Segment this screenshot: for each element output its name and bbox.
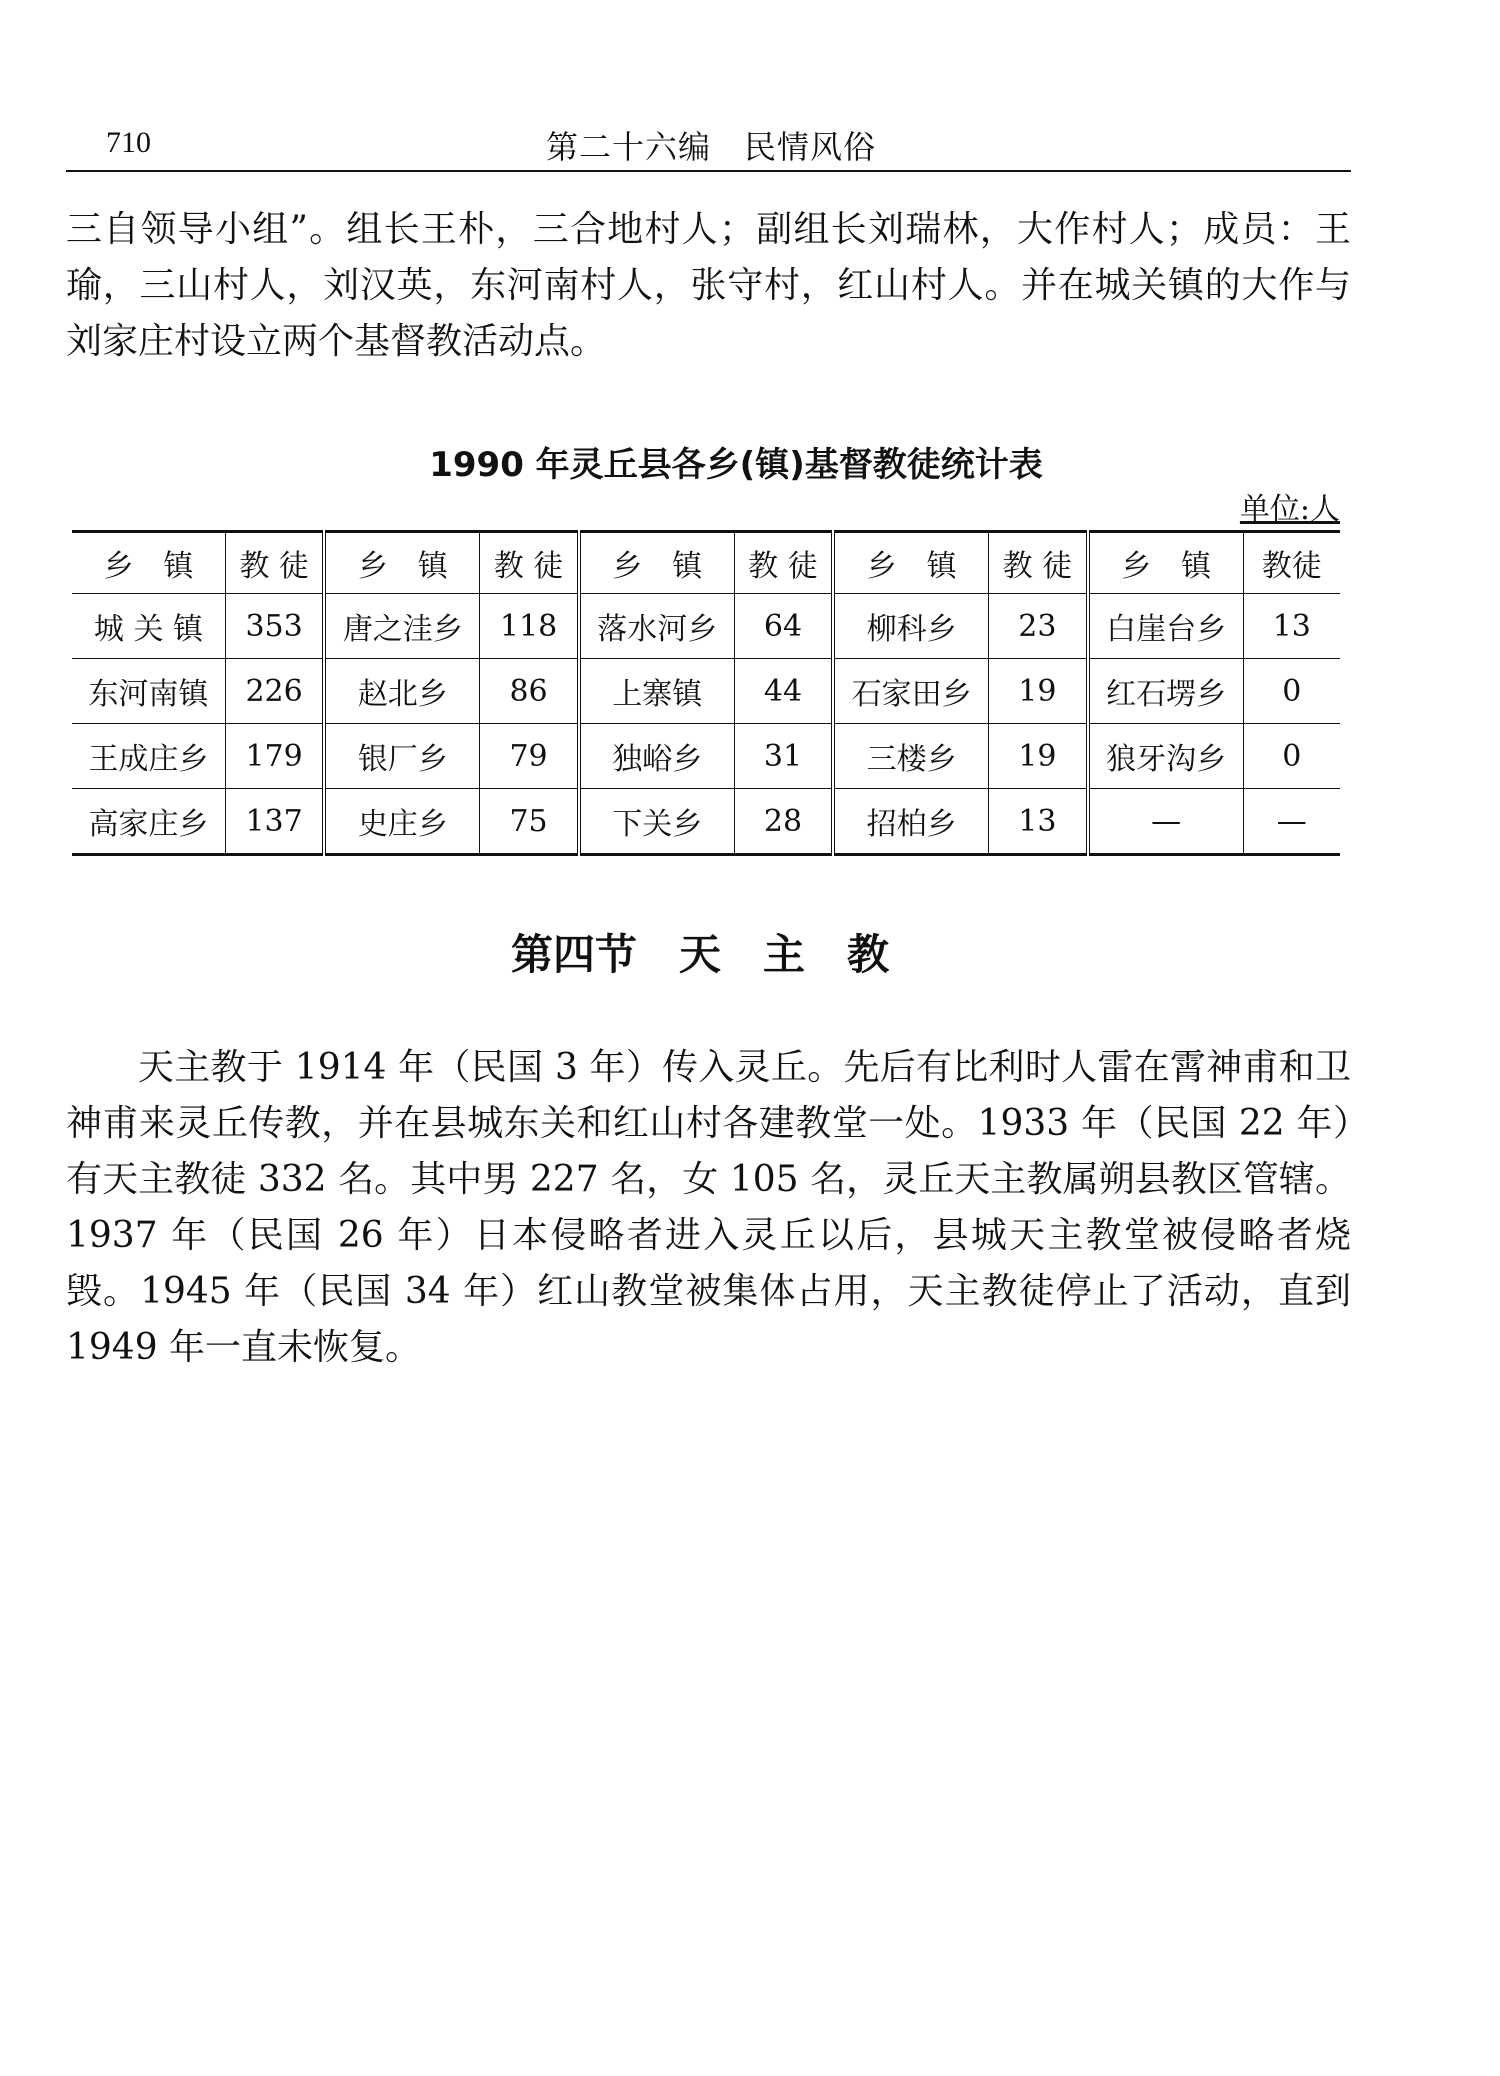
section-heading: 第四节 天 主 教 — [510, 930, 889, 979]
running-head — [66, 112, 1351, 172]
page-number: 710 — [106, 126, 151, 159]
township-cell: 高家庄乡 — [88, 807, 209, 842]
count-cell: 179 — [225, 724, 324, 789]
township-cell: 招柏乡 — [833, 789, 988, 855]
township-cell: 三楼乡 — [833, 724, 988, 789]
count-cell: 19 — [989, 724, 1088, 789]
table-title: 1990 年灵丘县各乡(镇)基督教徒统计表 — [429, 445, 1043, 485]
township-cell: 下关乡 — [579, 789, 734, 855]
township-cell: — — [1088, 789, 1243, 855]
count-cell: 75 — [480, 789, 579, 855]
count-cell: 44 — [734, 659, 833, 724]
table-unit: 单位:人 — [1239, 492, 1340, 527]
christian-statistics-table — [72, 530, 1340, 856]
column-header: 乡 镇 — [579, 532, 734, 594]
column-header: 教 徒 — [225, 532, 324, 594]
table-row — [72, 659, 1340, 724]
column-header: 乡 镇 — [324, 532, 479, 594]
column-header: 乡 镇 — [833, 532, 988, 594]
count-cell: 0 — [1243, 659, 1340, 724]
township-cell: 红石塄乡 — [1088, 659, 1243, 724]
count-cell: 353 — [225, 594, 324, 659]
township-cell: 银厂乡 — [324, 724, 479, 789]
count-cell: 79 — [480, 724, 579, 789]
township-cell: 唐之洼乡 — [324, 594, 479, 659]
count-cell: 137 — [225, 789, 324, 855]
township-cell: 王成庄乡 — [72, 724, 225, 789]
count-cell: 226 — [225, 659, 324, 724]
township-cell: 落水河乡 — [579, 594, 734, 659]
count-cell: 64 — [734, 594, 833, 659]
column-header: 教 徒 — [480, 532, 579, 594]
township-cell: 城 关 镇 — [72, 594, 225, 659]
table-header-row — [72, 532, 1340, 594]
table-row — [72, 789, 1340, 855]
count-cell: 86 — [480, 659, 579, 724]
column-header: 教徒 — [1243, 532, 1340, 594]
count-cell: 13 — [1243, 594, 1340, 659]
column-header: 教 徒 — [989, 532, 1088, 594]
count-cell: 118 — [480, 594, 579, 659]
table-row — [72, 724, 1340, 789]
catholic-paragraph: 天主教于 1914 年（民国 3 年）传入灵丘。先后有比利时人雷在霄神甫和卫神甫来灵丘传教，并在县城东关和红山村各建教堂一处。1933 年（民国 22 年）有天主教徒 332 名。其中男 227 名，女 105 名，灵丘天主教属朔县教区管辖。1937 年（民国 26 年）日本侵略者进入灵丘以后，县城天主教堂被侵略者烧毁。1945 年（民国 34 年）红山教堂被集体占用，天主教徒停止了活动，直到 1949 年一直未恢复。 — [66, 1047, 1351, 1368]
township-cell: 上寨镇 — [579, 659, 734, 724]
column-header: 乡 镇 — [72, 532, 225, 594]
count-cell: 13 — [989, 789, 1088, 855]
township-cell: 石家田乡 — [833, 659, 988, 724]
township-cell: 狼牙沟乡 — [1088, 724, 1243, 789]
statistics-table-block — [72, 440, 1340, 856]
count-cell: 19 — [989, 659, 1088, 724]
header-rule — [66, 170, 1351, 172]
column-header: 教 徒 — [734, 532, 833, 594]
township-cell: 东河南镇 — [72, 659, 225, 724]
township-cell: 柳科乡 — [833, 594, 988, 659]
count-cell: 28 — [734, 789, 833, 855]
township-cell: 史庄乡 — [324, 789, 479, 855]
count-cell: — — [1243, 789, 1340, 855]
intro-paragraph: 三自领导小组”。组长王朴，三合地村人；副组长刘瑞林，大作村人；成员：王瑜，三山村人，刘汉英，东河南村人，张守村，红山村人。并在城关镇的大作与刘家庄村设立两个基督教活动点。 — [66, 209, 1351, 362]
count-cell: 0 — [1243, 724, 1340, 789]
part-title: 第二十六编 民情风俗 — [546, 128, 877, 166]
column-header: 乡 镇 — [1088, 532, 1243, 594]
count-cell: 23 — [989, 594, 1088, 659]
table-row — [72, 594, 1340, 659]
count-cell: 31 — [734, 724, 833, 789]
township-cell: 赵北乡 — [324, 659, 479, 724]
township-cell: 独峪乡 — [579, 724, 734, 789]
township-cell: 白崖台乡 — [1088, 594, 1243, 659]
